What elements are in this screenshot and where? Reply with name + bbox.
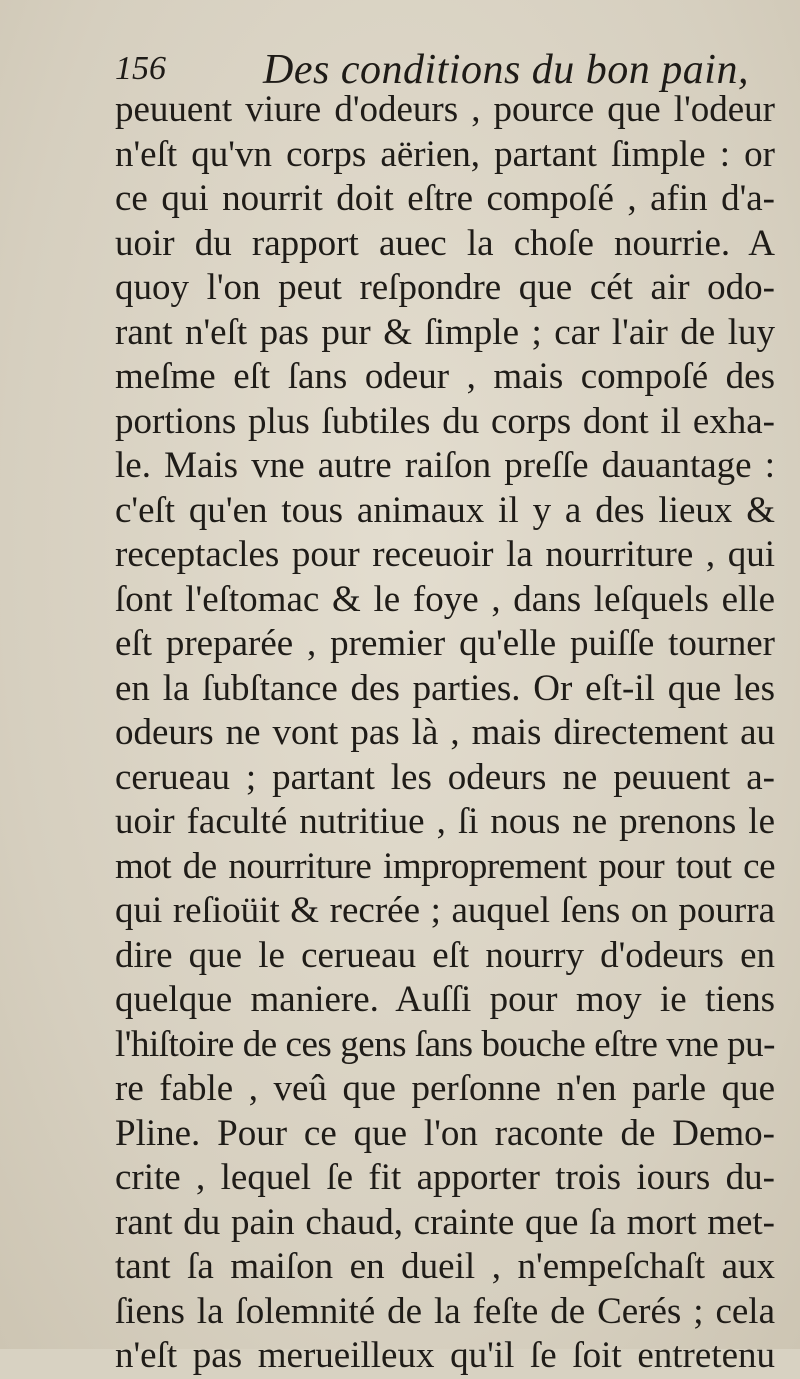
text-line: quelque maniere. Auſſi pour moy ie tiens [115,979,775,1020]
text-line: receptacles pour receuoir la nourriture , qui [115,534,775,575]
body-text [115,88,775,1379]
text-line: dire que le cerueau eſt nourry d'odeurs en [115,934,775,976]
text-line: qui reſioüit & recrée ; auquel ſens on pourra [115,890,775,931]
text-line: quoy l'on peut reſpondre que cét air odo- [115,267,775,308]
text-line: ce qui nourrit doit eſtre compoſé , afin d'a- [115,178,775,219]
text-line: tant ſa maiſon en dueil , n'empeſchaſt aux [115,1246,775,1287]
text-line: n'eſt pas merueilleux qu'il ſe ſoit entretenu [115,1335,775,1376]
text-line: eſt preparée , premier qu'elle puiſſe tourner [115,623,775,664]
text-line: re fable , veû que perſonne n'en parle que [115,1068,775,1109]
text-line: portions plus ſubtiles du corps dont il exha- [115,400,775,442]
running-head: Des conditions du bon pain, [263,47,749,93]
text-line: c'eſt qu'en tous animaux il y a des lieux & [115,489,775,531]
text-line: uoir faculté nutritiue , ſi nous ne prenons le [115,801,775,842]
text-line: cerueau ; partant les odeurs ne peuuent a- [115,756,775,798]
text-line: ſiens la ſolemnité de la feſte de Cerés ; cela [115,1290,775,1332]
text-line: le. Mais vne autre raiſon preſſe dauantage : [115,445,775,486]
text-line: rant n'eſt pas pur & ſimple ; car l'air de luy [115,311,775,353]
text-line: ſont l'eſtomac & le foye , dans leſquels elle [115,578,775,620]
text-line: uoir du rapport auec la choſe nourrie. A [115,222,775,264]
text-line: l'hiſtoire de ces gens ſans bouche eſtre vne pu- [115,1023,775,1065]
text-line: mot de nourriture improprement pour tout ce [115,845,775,887]
text-line: meſme eſt ſans odeur , mais compoſé des [115,356,775,397]
text-line: peuuent viure d'odeurs , pource que l'odeur [115,89,775,130]
text-line: crite , lequel ſe fit apporter trois iours du- [115,1157,775,1198]
text-line: n'eſt qu'vn corps aërien, partant ſimple : or [115,133,775,175]
text-line: odeurs ne vont pas là , mais directement au [115,712,775,753]
text-line: Pline. Pour ce que l'on raconte de Demo- [115,1112,775,1154]
page-number: 156 [115,50,166,87]
text-line: rant du pain chaud, crainte que ſa mort met- [115,1201,775,1243]
text-line: en la ſubſtance des parties. Or eſt-il que les [115,667,775,709]
